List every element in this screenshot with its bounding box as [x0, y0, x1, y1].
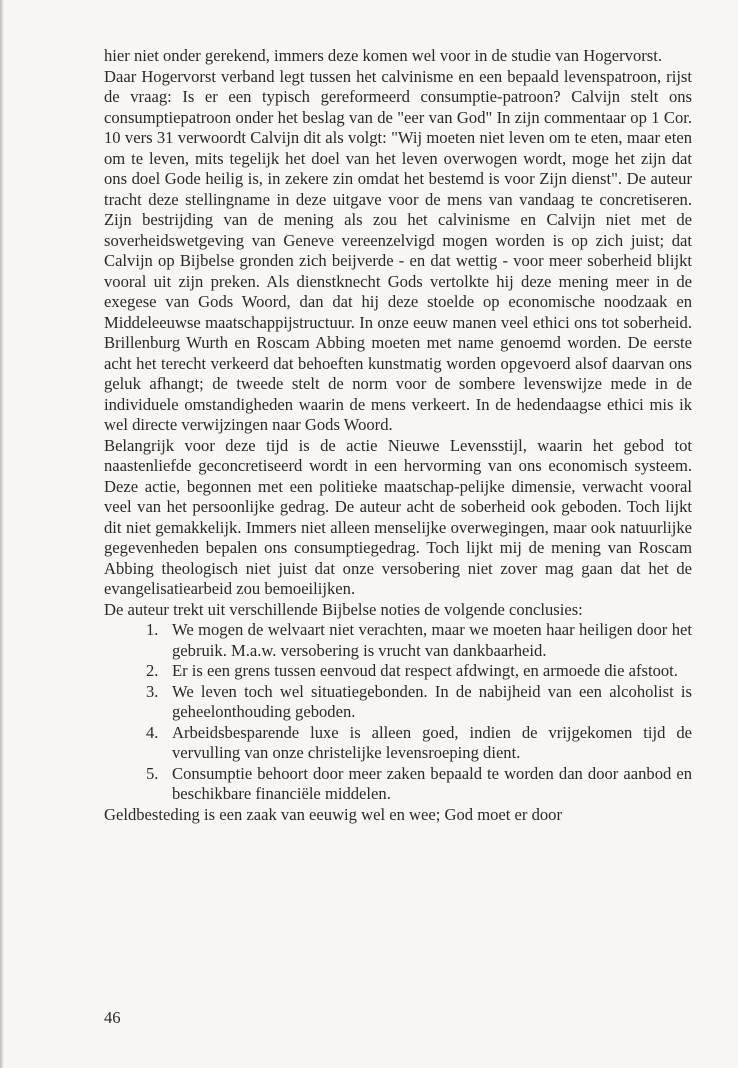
list-text: We leven toch wel situatiegebonden. In de nabijheid van een alcoholist is geheelonthouding geboden.	[172, 681, 692, 721]
list-item	[104, 723, 692, 764]
list-text: Consumptie behoort door meer zaken bepaald te worden dan door aanbod en beschikbare financiële middelen.	[172, 763, 692, 803]
list-number: 5.	[146, 763, 159, 783]
page-edge-shadow	[0, 0, 4, 1068]
list-item	[104, 661, 692, 682]
closing-line: Geldbesteding is een zaak van eeuwig wel en wee; God moet er door	[104, 804, 563, 824]
list-text: We mogen de welvaart niet verachten, maar we moeten haar heiligen door het gebruik. M.a.w. versobering is vrucht van dankbaarheid.	[172, 620, 692, 660]
paragraph-new-lifestyle: Belangrijk voor deze tijd is de actie Nieuwe Levensstijl, waarin het gebod tot naastenliefde geconcretiseerd wordt in een hervorming van ons economisch systeem. Deze actie, begonnen met een politieke maatschap-pelijke dimensie, verwacht vooral veel van het persoonlijke gedrag. De auteur acht de soberheid ook geboden. Toch lijkt dit niet gemakkelijk. Immers niet alleen menselijke overwegingen, maar ook natuurlijke gegevenheden bepalen ons consumptiegedrag. Toch lijkt mij de mening van Roscam Abbing theologisch niet juist dat onze versobering niet zover mag gaan dat het de evangelisatiearbeid zou bemoeilijken.	[104, 435, 692, 598]
paragraph-intro: hier niet onder gerekend, immers deze komen wel voor in de studie van Hogervorst.	[104, 46, 663, 65]
list-text: Er is een grens tussen eenvoud dat respect afdwingt, en armoede die afstoot.	[172, 661, 678, 680]
list-item	[104, 682, 692, 723]
body-text	[104, 46, 692, 825]
list-number: 4.	[146, 722, 159, 742]
list-number: 3.	[146, 681, 159, 701]
list-text: Arbeidsbesparende luxe is alleen goed, indien de vrijgekomen tijd de vervulling van onze christelijke levensroeping dient.	[172, 722, 692, 762]
paragraph-calvinism: Daar Hogervorst verband legt tussen het calvinisme en een bepaald levenspatroon, rijst de vraag: Is er een typisch gereformeerd consumptie-patroon? Calvijn stelt ons consumptiepatroon onder het beslag van de "eer van God" In zijn commentaar op 1 Cor. 10 vers 31 verwoordt Calvijn dit als volgt: "Wij moeten niet leven om te eten, maar eten om te leven, mits tegelijk het doel van het leven overwogen wordt, moge het zijn dat ons doel Gode heilig is, in zekere zin omdat het bestemd is voor Zijn dienst". De auteur tracht deze stellingname in deze uitgave voor de mens van vandaag te concretiseren. Zijn bestrijding van de mening als zou het calvinisme en Calvijn niet met de soverheidswetgeving van Geneve vereenzelvigd mogen worden is op zich juist; dat Calvijn op Bijbelse gronden zich beijverde - en dat wettig - voor meer soberheid blijkt vooral uit zijn preken. Als dienstknecht Gods vertolkte hij deze mening meer in de exegese van Gods Woord, dan dat hij deze stoelde op economische noodzaak en Middeleeuwse maatschappijstructuur. In onze eeuw manen veel ethici ons tot soberheid. Brillenburg Wurth en Roscam Abbing moeten met name genoemd worden. De eerste acht het terecht verkeerd dat behoeften kunstmatig worden opgevoerd alsof daarvan ons geluk afhangt; de tweede stelt de norm voor de sombere levenswijze mede in de individuele omstandigheden waarin de mens verkeert. In de hedendaagse ethici mis ik wel directe verwijzingen naar Gods Woord.	[104, 66, 692, 434]
list-number: 1.	[146, 620, 159, 639]
list-item	[104, 764, 692, 805]
page-number: 46	[104, 1008, 121, 1027]
list-item	[104, 620, 692, 661]
list-number: 2.	[146, 661, 159, 680]
conclusions-list	[104, 620, 692, 805]
paragraph-conclusions-intro: De auteur trekt uit verschillende Bijbelse noties de volgende conclusies:	[104, 599, 583, 619]
